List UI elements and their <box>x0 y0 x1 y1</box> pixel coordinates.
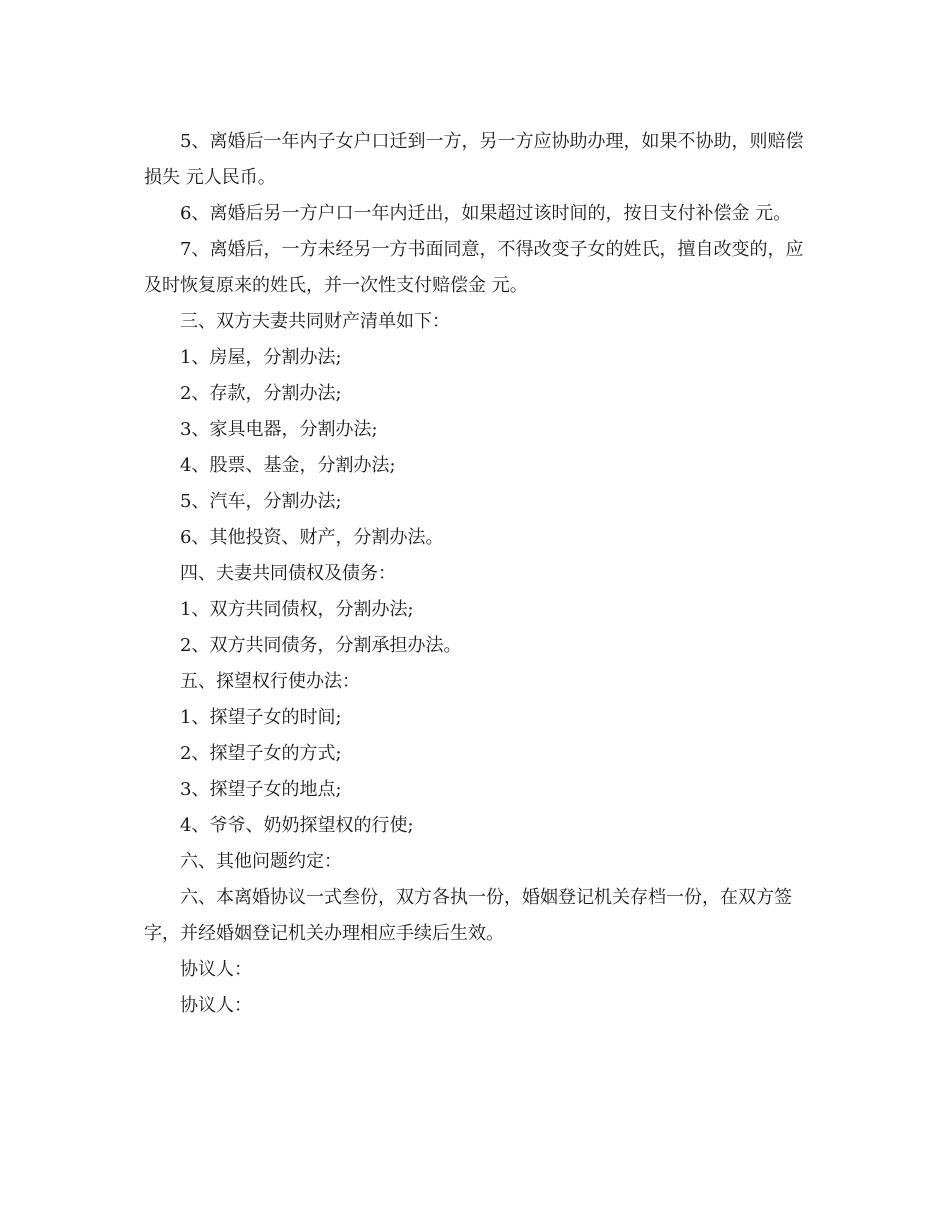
signatory-line-1: 协议人： <box>180 959 252 980</box>
property-item-savings: 2、存款，分割办法; <box>180 383 342 404</box>
clause-6-registration-move: 6、离婚后另一方户口一年内迁出，如果超过该时间的，按日支付补偿金 元。 <box>180 203 792 224</box>
visit-item-grandparents: 4、爷爷、奶奶探望权的行使; <box>180 815 414 836</box>
agreement-copies-clause: 六、本离婚协议一式叁份，双方各执一份，婚姻登记机关存档一份，在双方签字，并经婚姻登记机关办理相应手续后生效。 <box>144 887 792 944</box>
visit-item-method: 2、探望子女的方式; <box>180 743 342 764</box>
property-item-stocks: 4、股票、基金，分割办法; <box>180 455 396 476</box>
clause-7-child-surname: 7、离婚后，一方未经另一方书面同意，不得改变子女的姓氏，擅自改变的，应及时恢复原来的姓氏，并一次性支付赔偿金 元。 <box>144 239 804 296</box>
section-3-heading: 三、双方夫妻共同财产清单如下： <box>180 311 450 332</box>
clause-5-household-registration: 5、离婚后一年内子女户口迁到一方，另一方应协助办理，如果不协助，则赔偿损失 元人民币。 <box>144 131 804 188</box>
document-body <box>144 124 816 1024</box>
property-item-other: 6、其他投资、财产，分割办法。 <box>180 527 444 548</box>
debt-item-claims: 1、双方共同债权，分割办法; <box>180 599 414 620</box>
visit-item-time: 1、探望子女的时间; <box>180 707 342 728</box>
signatory-line-2: 协议人： <box>180 995 252 1016</box>
debt-item-debts: 2、双方共同债务，分割承担办法。 <box>180 635 462 656</box>
visit-item-location: 3、探望子女的地点; <box>180 779 342 800</box>
property-item-furniture: 3、家具电器，分割办法; <box>180 419 378 440</box>
section-4-heading: 四、夫妻共同债权及债务： <box>180 563 396 584</box>
section-5-heading: 五、探望权行使办法： <box>180 671 360 692</box>
property-item-car: 5、汽车，分割办法; <box>180 491 342 512</box>
property-item-house: 1、房屋，分割办法; <box>180 347 342 368</box>
section-6-heading: 六、其他问题约定： <box>180 851 342 872</box>
